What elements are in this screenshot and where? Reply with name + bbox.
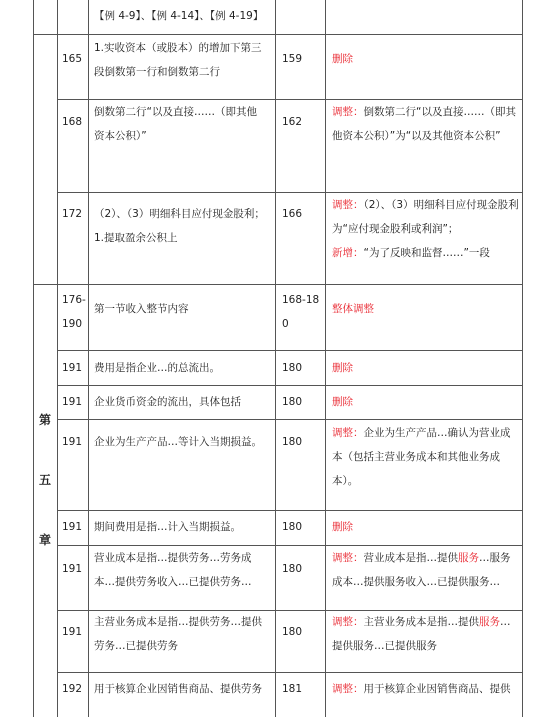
- row-9-change-text-1: 营业成本是指…提供: [363, 552, 458, 564]
- row-8-change: 删除: [332, 521, 353, 533]
- row-5-new-page: 180: [282, 362, 303, 374]
- row-2-change-prefix: 调整：: [332, 106, 364, 118]
- row-3-change-a-prefix: 调整：: [332, 199, 364, 211]
- row-8-new-page: 180: [282, 521, 303, 533]
- row-10-change-prefix: 调整：: [332, 616, 364, 628]
- row-6-original: 企业货币资金的流出，具体包括: [94, 396, 241, 408]
- row-11-original: 用于核算企业因销售商品、提供劳务: [94, 683, 262, 695]
- row-7-page: 191: [62, 436, 83, 448]
- row-7-change-prefix: 调整：: [332, 427, 364, 439]
- row-10-original: 主营业务成本是指…提供劳务…提供劳务…已提供劳务: [94, 616, 262, 652]
- row-5-original: 费用是指企业…的总流出。: [94, 362, 220, 374]
- row-5-page: 191: [62, 362, 83, 374]
- row-4-page-line-1: 176-: [62, 294, 86, 306]
- row-6-new-page: 180: [282, 396, 303, 408]
- row-4-new-page-line-1: 168-18: [282, 294, 320, 306]
- row-11-page: 192: [62, 683, 83, 695]
- row-10-new-page: 180: [282, 626, 303, 638]
- row-11-change-text: 用于核算企业因销售商品、提供: [363, 683, 511, 695]
- row-1-new-page: 159: [282, 53, 303, 65]
- row-6-change: 删除: [332, 396, 353, 408]
- row-10-page: 191: [62, 626, 83, 638]
- chapter-char-2: 五: [38, 473, 51, 487]
- row-2-change-text: 倒数第二行“以及直接……（即其他资本公积）”为“以及其他资本公积”: [332, 106, 516, 142]
- row-2-change: [332, 100, 520, 148]
- chapter-label: [36, 370, 54, 590]
- row-6-page: 191: [62, 396, 83, 408]
- chapter-char-3: 章: [38, 533, 51, 547]
- row-3-page: 172: [62, 208, 83, 220]
- row-0-original: 【例 4-9】、【例 4-14】、【例 4-19】: [94, 10, 264, 22]
- row-9-new-page: 180: [282, 563, 303, 575]
- row-4-change: 整体调整: [332, 303, 374, 315]
- row-5-change: 删除: [332, 362, 353, 374]
- row-3-change-b: [332, 241, 520, 265]
- row-1-page: 165: [62, 53, 83, 65]
- row-4-original: 第一节收入整节内容: [94, 303, 189, 315]
- row-8-original: 期间费用是指…计入当期损益。: [94, 521, 241, 533]
- row-10-change-highlight: 服务: [479, 616, 500, 628]
- row-9-change: [332, 546, 520, 594]
- row-4-page-line-2: 190: [62, 318, 83, 330]
- row-3-change-b-prefix: 新增：: [332, 247, 364, 259]
- row-3-change-a: [332, 193, 520, 241]
- row-3-change-a-text: （2）、（3）明细科目应付现金股利为“应付现金股利或利润”；: [332, 199, 519, 235]
- row-10-change-text-2: …提供服务…已提供服务: [332, 616, 511, 652]
- row-7-new-page: 180: [282, 436, 303, 448]
- row-2-original: 倒数第二行“以及直接……（即其他资本公积）”: [94, 106, 257, 142]
- row-11-change: [332, 677, 522, 701]
- row-9-page: 191: [62, 563, 83, 575]
- row-3-new-page: 166: [282, 208, 303, 220]
- row-2-page: 168: [62, 116, 83, 128]
- row-11-new-page: 181: [282, 683, 303, 695]
- row-9-change-prefix: 调整：: [332, 552, 364, 564]
- chapter-char-1: 第: [38, 413, 51, 427]
- row-3-change-b-text: “为了反映和监督……”一段: [363, 247, 490, 259]
- row-10-change-text-1: 主营业务成本是指…提供: [363, 616, 479, 628]
- row-9-original: 营业成本是指…提供劳务…劳务成本…提供劳务收入…已提供劳务…: [94, 552, 252, 588]
- row-9-change-highlight: 服务: [458, 552, 479, 564]
- row-11-change-prefix: 调整：: [332, 683, 364, 695]
- row-7-change: [332, 421, 520, 493]
- row-9-change-text-2: …服务成本…提供服务收入…已提供服务…: [332, 552, 511, 588]
- row-3-original-line-2: 1.提取盈余公积上: [94, 232, 178, 244]
- row-10-change: [332, 610, 520, 658]
- row-4-new-page-line-2: 0: [282, 318, 289, 330]
- row-2-new-page: 162: [282, 116, 303, 128]
- row-3-original-line-1: （2）、（3）明细科目应付现金股利；: [94, 208, 265, 220]
- row-1-change: 删除: [332, 53, 353, 65]
- row-7-original: 企业为生产产品…等计入当期损益。: [94, 436, 262, 448]
- row-1-original: 1.实收资本（或股本）的增加下第三段倒数第一行和倒数第二行: [94, 42, 262, 78]
- row-8-page: 191: [62, 521, 83, 533]
- row-7-change-text: 企业为生产产品…确认为营业成本（包括主营业务成本和其他业务成本）。: [332, 427, 511, 487]
